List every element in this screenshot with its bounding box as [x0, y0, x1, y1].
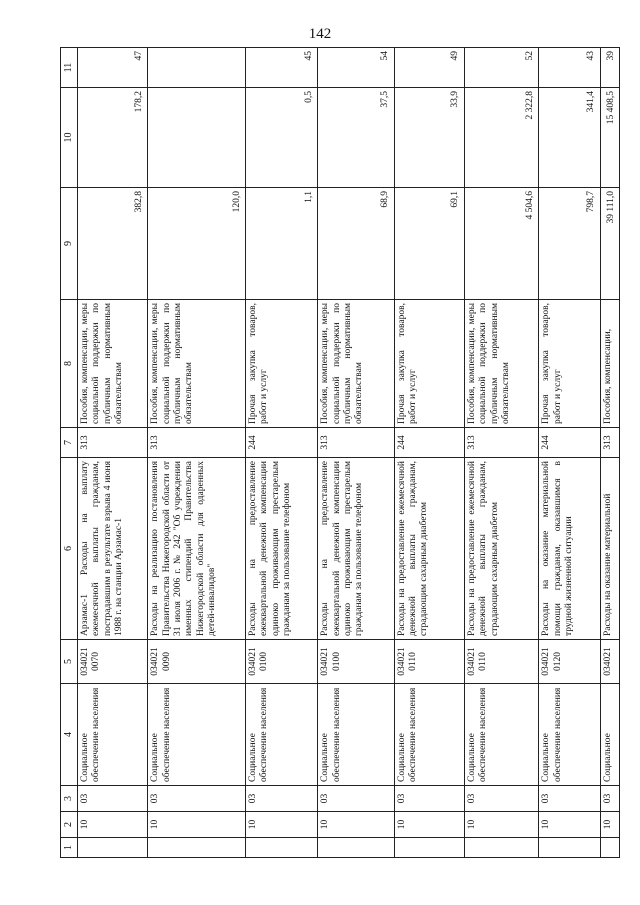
column-header-8: 8	[61, 300, 78, 428]
cell-section: 10	[394, 812, 464, 838]
column-header-3: 3	[61, 786, 78, 812]
cell-subsection: 03	[600, 786, 619, 812]
cell-type-code: 313	[78, 428, 148, 458]
table-row	[539, 48, 601, 858]
cell-percent: 49	[394, 48, 464, 88]
cell-type-code: 244	[245, 428, 317, 458]
cell-code: 034021 0120	[539, 640, 601, 684]
cell-code: 034021 0070	[78, 640, 148, 684]
column-header-7: 7	[61, 428, 78, 458]
cell-index	[539, 838, 601, 858]
cell-section: 10	[318, 812, 395, 838]
cell-section: 10	[600, 812, 619, 838]
cell-description: Расходы на предоставление ежемесячной денежной выплаты гражданам, страдающим сахарным диабетом	[394, 458, 464, 640]
table-row	[600, 48, 619, 858]
table-row	[318, 48, 395, 858]
cell-actual: 0,5	[245, 88, 317, 188]
cell-type-name: Прочая закупка товаров, работ и услуг	[245, 300, 317, 428]
cell-actual: 37,5	[318, 88, 395, 188]
cell-description: Расходы на предоставление ежеквартальной денежной компенсации одиноко проживающим престарелым гражданам за пользование телефоном	[318, 458, 395, 640]
cell-subsection: 03	[148, 786, 246, 812]
cell-type-name: Пособия, компенсации, меры социальной поддержки по публичным нормативным обязательствам	[464, 300, 538, 428]
column-header-1: 1	[61, 838, 78, 858]
cell-category: Социальное обеспечение населения	[318, 684, 395, 786]
cell-subsection: 03	[78, 786, 148, 812]
cell-category: Социальное обеспечение населения	[539, 684, 601, 786]
cell-type-name: Прочая закупка товаров, работ и услуг	[394, 300, 464, 428]
cell-type-name: Пособия, компенсации,	[600, 300, 619, 428]
table-row	[394, 48, 464, 858]
cell-subsection: 03	[539, 786, 601, 812]
cell-description: Расходы на реализацию постановления Правительства Нижегородской области от 31 июля 2006 г. № 242 "Об учреждении именных стипендий Правительства Нижегородской области для одаренных детей-инвалидов"	[148, 458, 246, 640]
cell-section: 10	[539, 812, 601, 838]
cell-percent: 54	[318, 48, 395, 88]
budget-table-wrapper	[60, 48, 620, 858]
header-row	[61, 48, 78, 858]
cell-percent	[148, 48, 246, 88]
cell-code: 034021 0100	[318, 640, 395, 684]
cell-category: Социальное	[600, 684, 619, 786]
cell-code: 034021 0090	[148, 640, 246, 684]
cell-index	[600, 838, 619, 858]
cell-plan: 382,8	[78, 188, 148, 300]
cell-percent: 45	[245, 48, 317, 88]
table-row	[78, 48, 148, 858]
cell-section: 10	[245, 812, 317, 838]
column-header-11: 11	[61, 48, 78, 88]
cell-type-name: Пособия, компенсации, меры социальной поддержки по публичным нормативным обязательствам	[148, 300, 246, 428]
cell-code: 034021 0100	[245, 640, 317, 684]
cell-description: Расходы на оказание материальной помощи гражданам, оказавшимся в трудной жизненной ситуации	[539, 458, 601, 640]
cell-section: 10	[148, 812, 246, 838]
cell-percent: 43	[539, 48, 601, 88]
column-header-6: 6	[61, 458, 78, 640]
cell-type-name: Пособия, компенсации, меры социальной поддержки по публичным нормативным обязательствам	[318, 300, 395, 428]
cell-category: Социальное обеспечение населения	[148, 684, 246, 786]
cell-type-code: 313	[464, 428, 538, 458]
cell-subsection: 03	[394, 786, 464, 812]
cell-subsection: 03	[245, 786, 317, 812]
cell-plan: 120,0	[148, 188, 246, 300]
cell-type-name: Пособия, компенсации, меры социальной поддержки по публичным нормативным обязательствам	[78, 300, 148, 428]
cell-plan: 798,7	[539, 188, 601, 300]
table-row	[148, 48, 246, 858]
cell-description: Расходы на предоставление ежемесячной денежной выплаты гражданам, страдающим сахарным диабетом	[464, 458, 538, 640]
cell-description: Арзамас-1 Расходы на выплату ежемесячной выплаты гражданам, пострадавшим в результате взрыва 4 июня 1988 г. на станции Арзамас-1	[78, 458, 148, 640]
table-row	[245, 48, 317, 858]
cell-index	[318, 838, 395, 858]
cell-actual: 2 322,8	[464, 88, 538, 188]
cell-type-name: Прочая закупка товаров, работ и услуг	[539, 300, 601, 428]
cell-type-code: 244	[394, 428, 464, 458]
cell-actual: 33,9	[394, 88, 464, 188]
cell-code: 034021 0110	[464, 640, 538, 684]
table-body	[78, 48, 620, 858]
cell-actual: 15 408,5	[600, 88, 619, 188]
budget-table	[60, 47, 620, 858]
cell-percent: 39	[600, 48, 619, 88]
cell-section: 10	[464, 812, 538, 838]
cell-index	[78, 838, 148, 858]
cell-actual: 341,4	[539, 88, 601, 188]
cell-description: Расходы на предоставление ежеквартальной денежной компенсации одиноко проживающим престарелым гражданам за пользование телефоном	[245, 458, 317, 640]
column-header-4: 4	[61, 684, 78, 786]
cell-code: 034021	[600, 640, 619, 684]
cell-category: Социальное обеспечение населения	[78, 684, 148, 786]
cell-index	[245, 838, 317, 858]
column-header-9: 9	[61, 188, 78, 300]
cell-category: Социальное обеспечение населения	[394, 684, 464, 786]
cell-plan: 68,9	[318, 188, 395, 300]
cell-category: Социальное обеспечение населения	[464, 684, 538, 786]
cell-actual: 178,2	[78, 88, 148, 188]
cell-plan: 69,1	[394, 188, 464, 300]
cell-plan: 39 111,0	[600, 188, 619, 300]
cell-section: 10	[78, 812, 148, 838]
cell-actual	[148, 88, 246, 188]
cell-plan: 4 504,6	[464, 188, 538, 300]
cell-percent: 47	[78, 48, 148, 88]
cell-subsection: 03	[464, 786, 538, 812]
column-header-2: 2	[61, 812, 78, 838]
column-header-10: 10	[61, 88, 78, 188]
cell-subsection: 03	[318, 786, 395, 812]
cell-percent: 52	[464, 48, 538, 88]
cell-type-code: 313	[318, 428, 395, 458]
cell-type-code: 313	[600, 428, 619, 458]
cell-category: Социальное обеспечение населения	[245, 684, 317, 786]
cell-type-code: 244	[539, 428, 601, 458]
cell-description: Расходы на оказание материальной	[600, 458, 619, 640]
cell-type-code: 313	[148, 428, 246, 458]
cell-index	[148, 838, 246, 858]
table-row	[464, 48, 538, 858]
column-header-5: 5	[61, 640, 78, 684]
cell-index	[464, 838, 538, 858]
page-number: 142	[308, 26, 332, 42]
cell-index	[394, 838, 464, 858]
cell-code: 034021 0110	[394, 640, 464, 684]
cell-plan: 1,1	[245, 188, 317, 300]
